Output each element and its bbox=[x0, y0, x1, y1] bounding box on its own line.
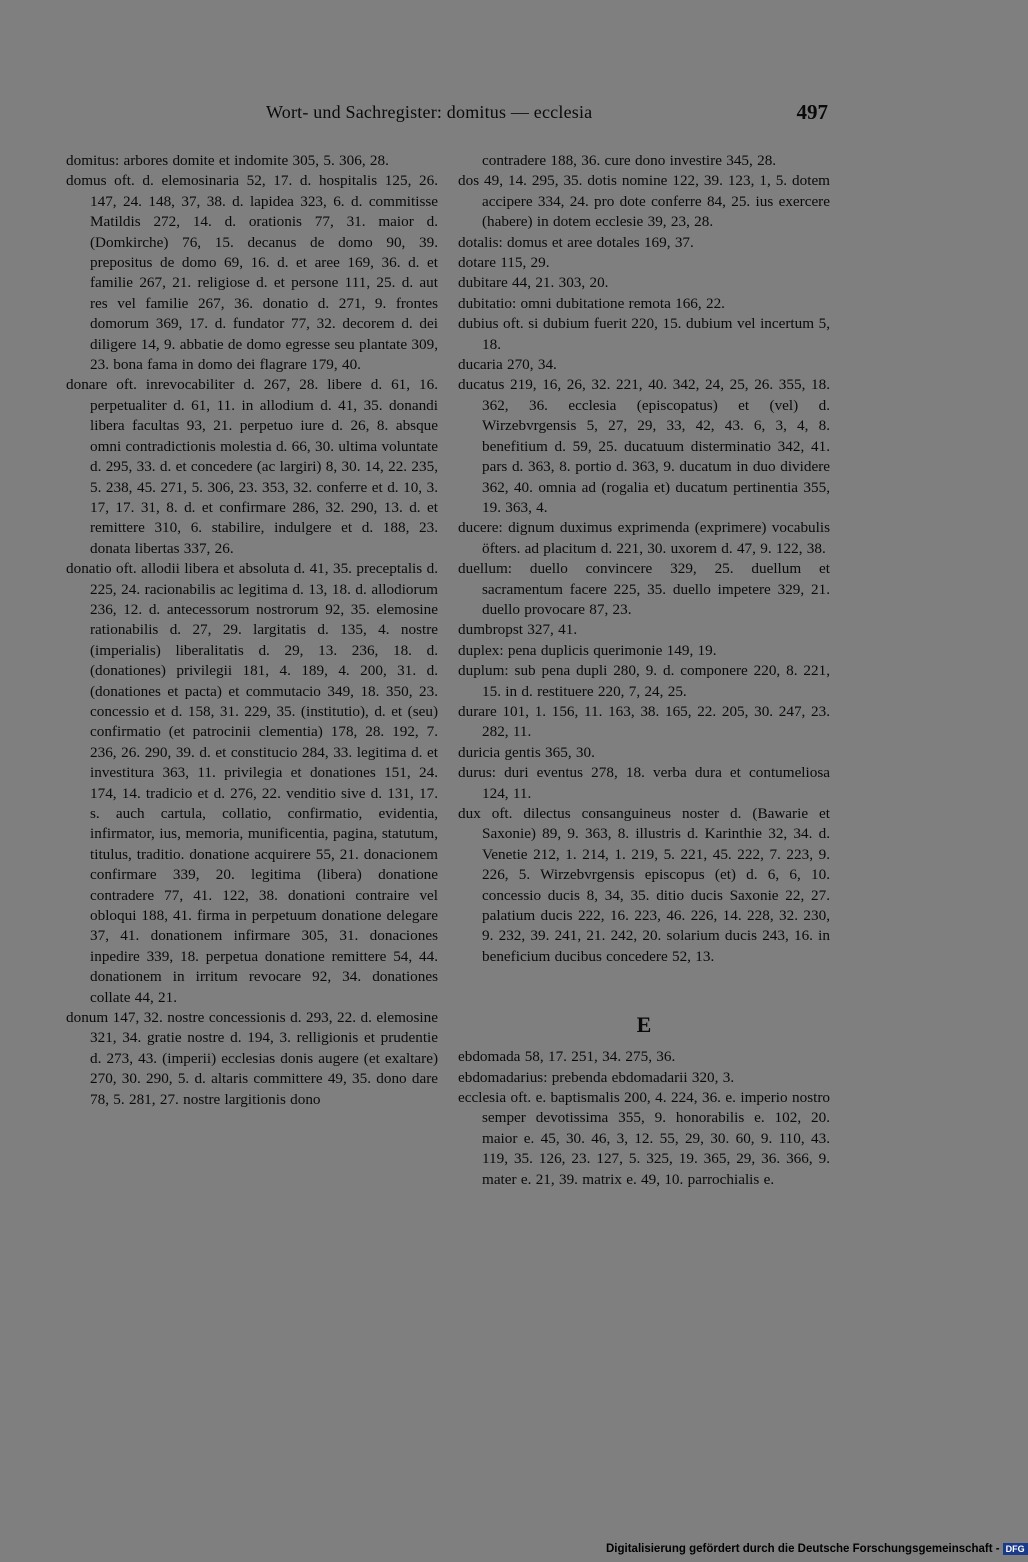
running-title: Wort- und Sachregister: domitus — ecclesia bbox=[266, 102, 593, 122]
index-entry-durare: durare 101, 1. 156, 11. 163, 38. 165, 22. 205, 30. 247, 23. 282, 11. bbox=[458, 702, 830, 741]
index-entry-ducatus: ducatus 219, 16, 26, 32. 221, 40. 342, 24, 25, 26. 355, 18. 362, 36. ecclesia (episcopatus) et (vel) d. Wirzebvrgensis 5, 27, 29, 33, 42, 43. 6, 3, 4, 8. benefitium d. 59, 25. ducatuum disterminatio 342, 41. pars d. 363, 8. portio d. 363, 9. ducatum in duo dividere 362, 40. omnia ad (rogalia et) ducatum pertinentia 355, 19. 363, 4. bbox=[458, 376, 830, 516]
index-entry-dubius: dubius oft. si dubium fuerit 220, 15. dubium vel incertum 5, 18. bbox=[458, 315, 830, 353]
index-entry-donum-continued: contradere 188, 36. cure dono investire 345, 28. bbox=[482, 152, 777, 169]
index-entry-domus: domus oft. d. elemosinaria 52, 17. d. hospitalis 125, 26. 147, 24. 148, 37, 38. d. lapidea 323, 6. d. commitisse Matildis 272, 14. d. orationis 77, 31. maior d. (Domkirche) 76, 15. decanus de domo 90, 39. prepositus de domo 69, 16. d. et aree 169, 36. d. et familie 267, 21. religiose d. et persone 111, 25. d. aut res vel familie 267, 36. donatio d. 271, 9. frontes domorum 369, 17. d. fundator 77, 32. decorem d. dei diligere 14, 9. abbatie de domo egresse seu plantate 309, 23. bona fama in domo dei flagrare 179, 40. bbox=[66, 172, 438, 374]
index-entry-domitus: domitus: arbores domite et indomite 305, 5. 306, 28. bbox=[66, 152, 389, 169]
index-entry-ducere: ducere: dignum duximus exprimenda (exprimere) vocabulis öfters. ad placitum d. 221, 30. uxorem d. 47, 9. 122, 38. bbox=[458, 519, 830, 557]
funding-note: Digitalisierung gefördert durch die Deutsche Forschungsgemeinschaft - bbox=[606, 1543, 1000, 1556]
index-entry-duplex: duplex: pena duplicis querimonie 149, 19. bbox=[458, 641, 717, 659]
index-entry-ducaria: ducaria 270, 34. bbox=[458, 356, 557, 374]
index-entry-ebdomadarius: ebdomadarius: prebenda ebdomadarii 320, 3. bbox=[458, 1068, 735, 1086]
index-entry-duplum: duplum: sub pena dupli 280, 9. d. componere 220, 8. 221, 15. in d. restituere 220, 7, 24, 25. bbox=[458, 662, 830, 700]
index-entry-dubitare: dubitare 44, 21. 303, 20. bbox=[458, 274, 609, 292]
left-column bbox=[66, 151, 438, 1110]
section-heading-e: E bbox=[636, 1012, 652, 1038]
index-entry-duricia: duricia gentis 365, 30. bbox=[458, 743, 595, 761]
index-entry-durus: durus: duri eventus 278, 18. verba dura et contumeliosa 124, 11. bbox=[458, 764, 830, 802]
right-column bbox=[458, 151, 830, 1190]
index-entry-donare: donare oft. inrevocabiliter d. 267, 28. libere d. 61, 16. perpetualiter d. 61, 11. in allodium d. 41, 35. donandi libera facultas 93, 21. perpetuo iure d. 26, 8. absque omni contradictionis molestia d. 66, 30. ultima voluntate d. 295, 33. d. et concedere (ac largiri) 8, 30. 14, 22. 235, 5. 238, 45. 271, 5. 306, 23. 353, 32. conferre et d. 10, 3. 17, 17. 31, 8. d. et confirmare 286, 32. 290, 13. d. et remittere 310, 6. stabilire, indulgere et d. 188, 23. donata libertas 337, 26. bbox=[66, 376, 438, 557]
index-entry-dux: dux oft. dilectus consanguineus noster d. (Bawarie et Saxonie) 89, 9. 363, 8. illustris d. Karinthie 32, 34. d. Venetie 212, 1. 214, 1. 219, 5. 221, 45. 222, 7. 223, 9. 226, 5. Wirzebvrgensis episcopus (et) d. 6, 6, 10. concessio ducis 8, 34, 35. ditio ducis Saxonie 22, 27. palatium ducis 222, 16. 223, 46. 226, 14. 228, 32. 230, 9. 232, 39. 241, 21. 242, 20. solarium ducis 243, 16. in beneficium ducibus concedere 52, 13. bbox=[458, 805, 830, 965]
index-entry-donum: donum 147, 32. nostre concessionis d. 293, 22. d. elemosine 321, 34. gratie nostre d. 194, 3. relligionis et prudentie d. 273, 43. (imperii) ecclesias donis augere (et exaltare) 270, 30. 290, 5. d. altaris committere 49, 35. dono dare 78, 5. 281, 27. nostre largitionis dono bbox=[66, 1009, 438, 1108]
index-entry-dos: dos 49, 14. 295, 35. dotis nomine 122, 39. 123, 1, 5. dotem accipere 334, 24. pro dote conferre 84, 25. ius exercere (habere) in dotem ecclesie 39, 23, 28. bbox=[458, 172, 830, 231]
page-header bbox=[66, 100, 830, 132]
funding-footer bbox=[606, 1543, 1028, 1555]
index-entry-dotalis: dotalis: domus et aree dotales 169, 37. bbox=[458, 233, 694, 251]
index-entry-ecclesia: ecclesia oft. e. baptismalis 200, 4. 224, 36. e. imperio nostro semper devotissima 355, 9. honorabilis e. 102, 20. maior e. 45, 30. 46, 3, 12. 55, 29, 30. 60, 9. 110, 43. 119, 35. 126, 23. 127, 5. 325, 19. 365, 29, 36. 366, 9. mater e. 21, 39. matrix e. 49, 10. parrochialis e. bbox=[458, 1089, 830, 1188]
index-entry-ebdomada: ebdomada 58, 17. 251, 34. 275, 36. bbox=[458, 1048, 676, 1066]
page-number: 497 bbox=[796, 100, 828, 124]
dfg-logo-icon: DFG bbox=[1003, 1543, 1028, 1555]
index-entry-dubitatio: dubitatio: omni dubitatione remota 166, 22. bbox=[458, 294, 725, 312]
index-entry-dotare: dotare 115, 29. bbox=[458, 254, 550, 272]
index-entry-duellum: duellum: duello convincere 329, 25. duellum et sacramentum facere 225, 35. duello impetere 329, 21. duello provocare 87, 23. bbox=[458, 560, 830, 618]
index-entry-dumbropst: dumbropst 327, 41. bbox=[458, 621, 578, 639]
index-entry-donatio: donatio oft. allodii libera et absoluta d. 41, 35. preceptalis d. 225, 24. racionabilis ac legitima d. 13, 18. d. allodiorum 236, 12. d. antecessorum nostrorum 92, 35. elemosine rationabilis d. 27, 29. largitatis d. 135, 4. nostre (imperialis) liberalitatis d. 29, 13. 236, 18. d. (donationes) privilegii 181, 4. 189, 4. 200, 31. d. (donationes et pacta) et commutacio 349, 18. 350, 23. concessio et d. 158, 31. 229, 35. (institutio), d. et (seu) confirmatio (et patrocinii clementia) 178, 28. 192, 7. 236, 26. 290, 39. d. et constitucio 284, 33. legitima d. et investitura 363, 11. privilegia et donationes 151, 24. 174, 14. tradicio et d. 276, 22. venditio sive d. 131, 17. s. auch cartula, collatio, confirmatio, evidentia, infirmator, ius, memoria, munificentia, pagina, statutum, titulus, traditio. donatione acquirere 55, 21. donacionem confirmare 339, 20. legitima (libera) donatione contradere 77, 41. 122, 38. donationi contraire vel obloqui 188, 41. firma in perpetuum donatione delegare 37, 41. donationem infirmare 305, 31. donaciones inpedire 339, 18. perpetua donatione remittere 54, 44. donationem in irritum revocare 92, 34. donationes collate 44, 21. bbox=[66, 560, 438, 1006]
